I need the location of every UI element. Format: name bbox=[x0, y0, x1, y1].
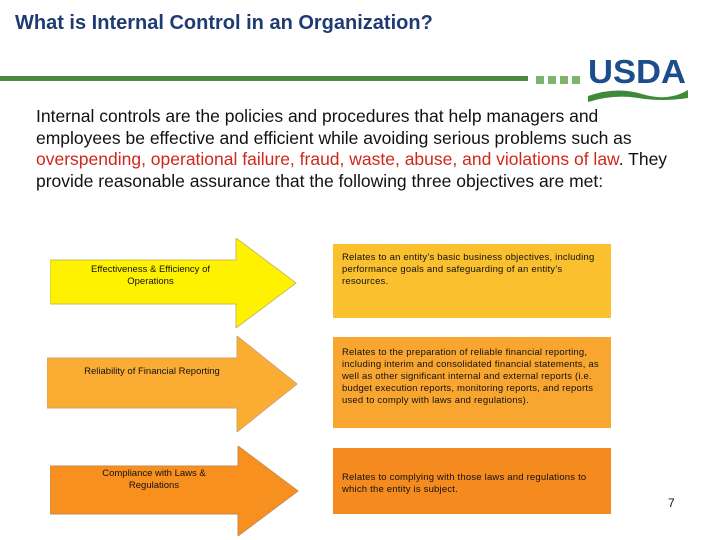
objective-description-2: Relates to the preparation of reliable financial reporting, including interim and consolidated financial statements, as well as other significant internal and external reports (i.e. budget execution reports, monitoring reports, and reports used to comply with laws and regulations). bbox=[333, 337, 611, 428]
usda-logo bbox=[586, 52, 690, 108]
objective-arrow-1 bbox=[50, 238, 298, 328]
intro-text-2: . They provide reasonable assurance that the following three objectives are met: bbox=[36, 149, 668, 191]
objective-description-1: Relates to an entity’s basic business objectives, including performance goals and safeguarding of an entity’s resources. bbox=[333, 244, 611, 318]
objective-description-3: Relates to complying with those laws and regulations to which the entity is subject. bbox=[333, 448, 611, 514]
usda-logo-swoosh bbox=[588, 90, 688, 102]
divider-dots bbox=[536, 71, 584, 89]
objective-label-3: Compliance with Laws & Regulations bbox=[102, 468, 206, 491]
objective-label-2: Reliability of Financial Reporting bbox=[84, 366, 220, 377]
intro-paragraph bbox=[36, 106, 676, 192]
objective-arrow-2 bbox=[47, 336, 299, 432]
usda-logo-text: USDA bbox=[588, 53, 686, 90]
objective-label-1: Effectiveness & Efficiency of Operations bbox=[91, 264, 210, 287]
green-divider-line bbox=[0, 76, 528, 81]
intro-highlight: overspending, operational failure, fraud, waste, abuse, and violations of law bbox=[36, 149, 619, 169]
slide-title: What is Internal Control in an Organization? bbox=[15, 12, 433, 34]
page-number: 7 bbox=[668, 496, 675, 510]
objective-arrow-3 bbox=[50, 446, 300, 536]
intro-text-1: Internal controls are the policies and procedures that help managers and employees be effective and efficient while avoiding serious problems such as bbox=[36, 106, 632, 148]
